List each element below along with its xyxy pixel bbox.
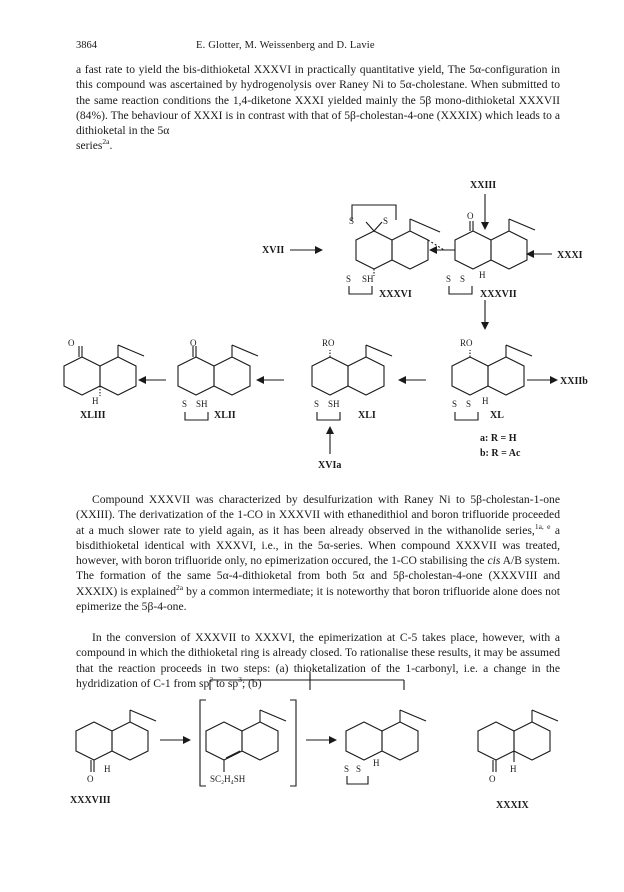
ref-2a: 2a — [102, 137, 110, 147]
label-xxiii: XXIII — [470, 180, 497, 191]
svg-text:SH: SH — [196, 399, 208, 409]
page-number: 3864 — [76, 40, 97, 51]
label-xxxviii: XXXVIII — [70, 795, 111, 806]
label-xvii: XVII — [262, 245, 285, 256]
svg-text:H: H — [373, 758, 380, 768]
svg-text:O: O — [467, 211, 474, 221]
paragraph-1-text: a fast rate to yield the bis-dithioketal XXXVI in practically quantitative yield, The 5α-configuration in this compound was ascertained by hydrogenolysis over Raney Ni to 5α-cholestane. When submitted to the same reaction conditions the 1,4-diketone XXXI yielded mainly the 5β mono-dithioketal XXXVII (84%). The behaviour of XXXI is in contrast with that of 5β-cholestan-4-one (XXXIX) which leads to a dithioketal in the 5α — [76, 63, 560, 138]
structure-xxxvi — [346, 205, 444, 294]
svg-text:S: S — [349, 216, 355, 226]
svg-text:O: O — [87, 774, 94, 784]
svg-text:S: S — [314, 399, 320, 409]
svg-text:S: S — [182, 399, 188, 409]
arrowhead — [481, 222, 489, 230]
structure-xlii — [178, 338, 258, 420]
svg-text:RO: RO — [460, 338, 473, 348]
svg-text:S: S — [344, 764, 350, 774]
svg-text:S: S — [460, 274, 466, 284]
structure-xxxvii — [446, 211, 535, 294]
structure-xl — [452, 338, 532, 420]
svg-text:SC₂H₄SH: SC₂H₄SH — [210, 774, 246, 784]
label-xxiib: XXIIb — [560, 376, 588, 387]
label-xl: XL — [490, 410, 504, 421]
note-b: b: R = Ac — [480, 448, 521, 459]
svg-text:SH: SH — [328, 399, 340, 409]
svg-text:RO: RO — [322, 338, 335, 348]
svg-text:H: H — [479, 270, 486, 280]
paragraph-1: a fast rate to yield the bis-dithioketal XXXVI in practically quantitative yield, The 5α-configuration in this compound was ascertained by hydrogenolysis over Raney Ni to 5α-cholestane. When submitted to the same reaction conditions the 1,4-diketone XXXI yielded mainly the 5β mono-dithioketal XXXVII (84%). The behaviour of XXXI is in contrast with that of 5β-cholestan-4-one (XXXIX) which leads to a dithioketal in the 5α series$^{2a}$. — [76, 63, 560, 153]
label-xxxvii: XXXVII — [480, 289, 517, 300]
label-xliii: XLIII — [80, 410, 106, 421]
svg-text:H: H — [104, 764, 111, 774]
label-xlii: XLII — [214, 410, 236, 421]
svg-text:SH: SH — [362, 274, 374, 284]
ref-1a-e: 1a, e — [534, 521, 551, 531]
note-a: a: R = H — [480, 433, 517, 444]
paragraph-1-last: series — [76, 139, 103, 153]
label-xxxi: XXXI — [557, 250, 583, 261]
structure-xli — [312, 338, 392, 420]
svg-text:O: O — [489, 774, 496, 784]
ref-2a: 2a — [176, 582, 184, 592]
svg-text:H: H — [92, 396, 99, 406]
label-xxxix: XXXIX — [496, 800, 529, 811]
running-head: E. Glotter, M. Weissenberg and D. Lavie — [196, 40, 375, 51]
structure-xliii — [64, 338, 144, 406]
svg-text:S: S — [466, 399, 472, 409]
svg-text:S: S — [446, 274, 452, 284]
svg-text:H: H — [510, 764, 517, 774]
svg-text:S: S — [383, 216, 389, 226]
label-xvia: XVIa — [318, 460, 342, 471]
paragraph-2: Compound XXXVII was characterized by desulfurization with Raney Ni to 5β-cholestan-1-one (XXIII). The derivatization of the 1-CO in XXXVII with ethanedithiol and boron trifluoride proceeded at a much slower rate to yield again, as it has been already observed in the withanolide series,$^{1a, e}$ a bisdithioketal identical with XXXVI, i.e., in the 5α-series. When compound XXXVII was treated, however, with boron trifluoride only, no epimerization occured, the 1-CO stabilising the cis A/B system. The formation of the same 5α-4-dithioketal from both 5α and 5β-cholestan-4-one (XXXVIII and XXXIX) is explained$^{2a}$ by a common intermediate; it is noteworthy that boron trifluoride alone does not epimerize the 5β-4-one. — [76, 493, 561, 614]
svg-text:S: S — [356, 764, 362, 774]
svg-text:H: H — [482, 396, 489, 406]
label-xxxvi: XXXVI — [379, 289, 412, 300]
svg-text:O: O — [68, 338, 75, 348]
svg-text:S: S — [452, 399, 458, 409]
label-xli: XLI — [358, 410, 376, 421]
reaction-scheme-2 — [70, 672, 558, 811]
svg-text:O: O — [190, 338, 197, 348]
svg-text:S: S — [346, 274, 352, 284]
paragraph-3: In the conversion of XXXVII to XXXVI, the epimerization at C-5 takes place, however, with a compound in which the dithioketal ring is already closed. To rationalise these results, it may be assumed that the reaction proceeds in two steps: (a) thioketalization of the 1-carbonyl, i.e. a change in the hydridization of C-1 from $sp^2$ to $sp^3$; (b) — [76, 631, 560, 690]
